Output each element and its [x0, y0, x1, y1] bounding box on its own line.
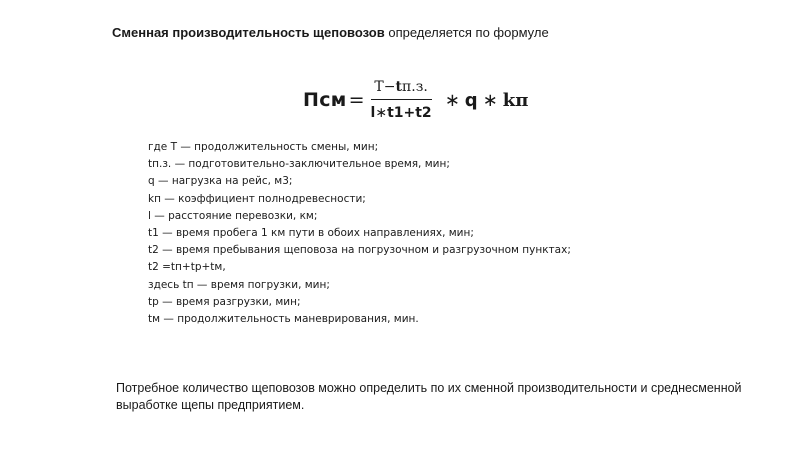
fraction-denominator — [371, 100, 432, 122]
definition-line: где T — продолжительность смены, мин; — [148, 141, 379, 153]
numerator-minus: − — [383, 78, 396, 95]
definition-line: l — расстояние перевозки, км; — [148, 209, 318, 222]
definition-line: tм — продолжительность маневрирования, мин. — [148, 313, 419, 326]
denominator-l: l — [370, 105, 376, 122]
conclusion-paragraph: Потребное количество щеповозов можно определить по их сменной производительности и среднесменной выработке щепы предприятием. — [116, 381, 742, 412]
formula-heading — [112, 25, 549, 40]
definition-line: tп.з. — подготовительно-заключительное время, мин; — [148, 158, 450, 171]
numerator-t: t — [395, 78, 402, 95]
formula-kp: kп — [502, 89, 529, 111]
formula-multipliers — [440, 90, 529, 111]
definition-line: tр — время разгрузки, мин; — [148, 295, 301, 308]
formula-q: q — [464, 89, 478, 111]
fraction-numerator — [371, 78, 430, 99]
heading-bold-text: Сменная производительность щеповозов — [112, 25, 385, 40]
definition-line: t2 =tп+tр+tм, — [148, 261, 226, 274]
definition-line: t1 — время пробега 1 км пути в обоих направлениях, мин; — [148, 227, 474, 240]
formula-lhs: Псм — [303, 89, 347, 111]
formula-op-2: ∗ — [482, 89, 498, 111]
formula-equals: = — [348, 89, 365, 111]
formula-op-1: ∗ — [444, 89, 460, 111]
formula-fraction — [371, 78, 432, 122]
definition-line: t2 — время пребывания щеповоза на погрузочном и разгрузочном пунктах; — [148, 244, 571, 257]
numerator-subscript: п.з. — [401, 78, 428, 95]
definition-line: здесь tп — время погрузки, мин; — [148, 278, 330, 291]
numerator-T: T — [374, 78, 384, 95]
heading-regular-text: определяется по формуле — [388, 25, 549, 40]
denominator-star: ∗ — [375, 105, 388, 122]
definition-line: q — нагрузка на рейс, м3; — [148, 175, 293, 188]
denominator-rest: t1+t2 — [387, 105, 432, 122]
productivity-formula — [303, 70, 528, 130]
variable-definitions — [148, 139, 571, 328]
definition-line: kп — коэффициент полнодревесности; — [148, 192, 366, 205]
